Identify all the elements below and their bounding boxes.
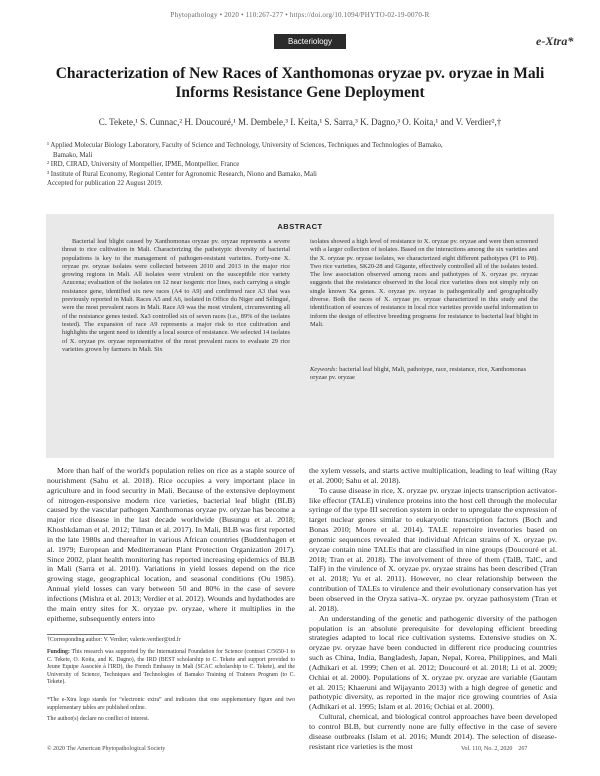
copyright: © 2020 The American Phytopathological Society <box>47 746 166 752</box>
conflict-note: The author(s) declare no conflict of interest. <box>47 716 150 722</box>
keywords-text: bacterial leaf blight, Mali, pathotype, race, resistance, rice, Xanthomonas oryzae pv. oryzae <box>310 366 527 382</box>
funding-note <box>47 649 295 687</box>
body-paragraph: the xylem vessels, and starts active multiplication, leading to leaf wilting (Ray et al. 2000; Sahu et al. 2018). <box>309 466 557 485</box>
affiliations <box>47 141 567 189</box>
funding-label: Funding: <box>47 649 70 655</box>
footnote-divider <box>47 634 115 635</box>
affiliation-line: Bamako, Mali <box>53 151 93 159</box>
body-paragraph: More than half of the world's population relies on rice as a staple source of nourishment (Sahu et al. 2018). Rice occupies a very important place in agriculture and in food security in Mali. Because of the extensive deployment of nitrogen-responsive modern rice varieties, bacterial leaf blight (BLB) caused by the vascular pathogen Xanthomonas oryzae pv. oryzae has become a major rice disease in the last decade worldwide (Busungu et al. 2018; Khoshkdaman et al. 2012; Tilman et al. 2017). In Mali, BLB was first reported in the late 1980s and thereafter in various African countries (Buddenhagen et al. 1979; European and Mediterranean Plant Protection Organization 2017). Since 2002, plant health monitoring has reported increasing epidemics of BLB in Mali (Sarra et al. 2010). Variations in yield losses depend on the rice growing stage, geographical location, and seasonal conditions (Ou 1985). Annual yield losses can vary between 50 and 80% in the case of severe infections (Mishra et al. 2013; Verdier et al. 2012). Wounds and hydathodes are the main entry sites for X. oryzae pv. oryzae, where it multiplies in the epitheme, subsequently enters into <box>47 466 295 623</box>
volume-page-number: Vol. 110, No. 2, 2020 267 <box>461 746 528 752</box>
accepted-date: Accepted for publication 22 August 2019. <box>47 180 163 188</box>
journal-citation-line: Phytopathology • 2020 • 110:267-277 • https://doi.org/10.1094/PHYTO-02-19-0070-R <box>170 11 430 19</box>
section-badge: Bacteriology <box>274 34 346 49</box>
abstract-text-left: Bacterial leaf blight caused by Xanthomonas oryzae pv. oryzae represents a severe threat to rice cultivation in Mali. Characterizing the pathotypic diversity of bacterial populations is key to the management of pathogen-resistant varieties. Forty-one X. oryzae pv. oryzae isolates were collected between 2010 and 2013 in the major rice growing regions in Mali. All isolates were virulent on the susceptible rice variety Azucena; evaluation of the isolates on 12 near isogenic rice lines, each carrying a single resistance gene, identified six new races (A4 to A9) and confirmed race A3 that was previously reported in Mali. Races A5 and A6, isolated in Office du Niger and Sélingué, were the most prevalent races in Mali. Race A9 was the most virulent, circumventing all of the resistance genes tested. Xa3 controlled six of seven races (i.e., 89% of the isolates tested). The expansion of race A9 represents a major risk to rice cultivation and highlights the urgent need to identify a local source of resistance. We selected 14 isolates of X. oryzae pv. oryzae representative of the most prevalent races to evaluate 29 rice varieties grown by farmers in Mali. Six <box>62 238 290 353</box>
body-paragraph: An understanding of the genetic and pathogenic diversity of the pathogen population is an absolute prerequisite for developing efficient breeding strategies adapted to local rice cultivation systems. Extensive studies on X. oryzae pv. oryzae have been conducted in different rice producing countries such as China, India, Bangladesh, Japan, Nepal, Korea, Philippines, and Mali (Adhikari et al. 1999; Chen et al. 2012; Doucouré et al. 2018; Li et al. 2009; Ochiai et al. 2000). Populations of X. oryzae pv. oryzae are variable (Gautam et al. 2015; Khaeruni and Wijayanto 2013) with a high degree of genetic and pathotypic diversity, as reported in the major rice growing countries of Asia (Adhikari et al. 1995; Islam et al. 2016; Ochiai et al. 2000). <box>309 613 557 712</box>
keywords-label: Keywords: <box>310 366 338 373</box>
abstract-heading: ABSTRACT <box>277 222 323 231</box>
article-title: Characterization of New Races of Xanthomonas oryzae pv. oryzae in Mali Informs Resistance Gene Deployment <box>55 65 545 101</box>
body-paragraph: To cause disease in rice, X. oryzae pv. oryzae injects transcription activator-like effector (TALE) virulence proteins into the host cell through the molecular syringe of the type III secretion system in order to upregulate the expression of target nuclear genes similar to eukaryotic transcription factors (Boch and Bonas 2010; Moore et al. 2014). TALE repertoire inventories based on genomic sequences revealed that individual African strains of X. oryzae pv. oryzae contain nine TALEs that are classified in nine groups (Doucouré et al. 2018; Tran et al. 2018). The involvement of three of them (TalB, TalC, and TalF) in the virulence of X. oryzae pv. oryzae strains has been described (Tran et al. 2018; Yu et al. 2011). However, no clear relationship between the contribution of TALEs to virulence and their evolutionary conservation has yet been observed in the Oryza sativa–X. oryzae pv. oryzae pathosystem (Tran et al. 2018). <box>309 485 557 613</box>
funding-text: This research was supported by the International Foundation for Science (contract C/5650-1 to C. Tekete, O. Koita, and K. Dagno), the IRD (BEST scholarship to C. Tekete and support provided to Jeune Equipe Associée à l'IRD), the French Embassy in Mali (SCAC scholarship to C. Tekete), and the University of Science, Techniques and Technologies of Bamako Training of Trainers Program (to C. Tekete). <box>47 649 295 686</box>
body-column-left <box>47 466 295 624</box>
corresponding-author-note: †Corresponding author: V. Verdier; valerie.verdier@ird.fr <box>47 637 181 643</box>
keywords <box>310 366 538 383</box>
e-xtra-note: *The e-Xtra logo stands for “electronic extra” and indicates that one supplementary figure and two supplementary tables are published online. <box>47 697 295 711</box>
body-paragraph: Cultural, chemical, and biological control approaches have been developed to control BLB, but currently none are fully effective in the case of severe disease outbreaks (Islam et al. 2016; Mundt 2014). The selection of disease-resistant rice varieties is the most <box>309 712 557 751</box>
affiliation-line: ² IRD, CIRAD, University of Montpellier, IPME, Montpellier, France <box>47 161 240 169</box>
affiliation-line: ³ Institute of Rural Economy, Regional Center for Agronomic Research, Niono and Bamako, Mali <box>47 170 317 178</box>
affiliation-line: ¹ Applied Molecular Biology Laboratory, Faculty of Science and Technology, University of Sciences, Techniques and Technologies of Bamako, <box>47 142 443 149</box>
abstract-text-right: isolates showed a high level of resistance to X. oryzae pv. oryzae and were then screened with a larger collection of isolates. Based on the interactions among the six varieties and the X. oryzae pv. oryzae isolates, we characterized eight different pathotypes (P1 to P8). Two rice varieties, SK20-28 and Gigante, effectively controlled all of the isolates tested. The low association observed among races and pathotypes of X. oryzae pv. oryzae suggests that the resistance observed in the local rice varieties does not simply rely on single known Xa genes. X. oryzae pv. oryzae is pathogenically and geographically diverse. Both the races of X. oryzae pv. oryzae characterized in this study and the identification of sources of resistance in local rice varieties provide useful information to inform the design of effective breeding programs for resistance to bacterial leaf blight in Mali. <box>310 238 538 328</box>
body-column-right <box>309 466 557 751</box>
author-list: C. Tekete,¹ S. Cunnac,² H. Doucouré,¹ M. Dembele,³ I. Keita,¹ S. Sarra,³ K. Dagno,³ O. Koita,¹ and V. Verdier²,† <box>98 117 502 127</box>
e-xtra-logo: e-Xtra* <box>536 34 574 48</box>
